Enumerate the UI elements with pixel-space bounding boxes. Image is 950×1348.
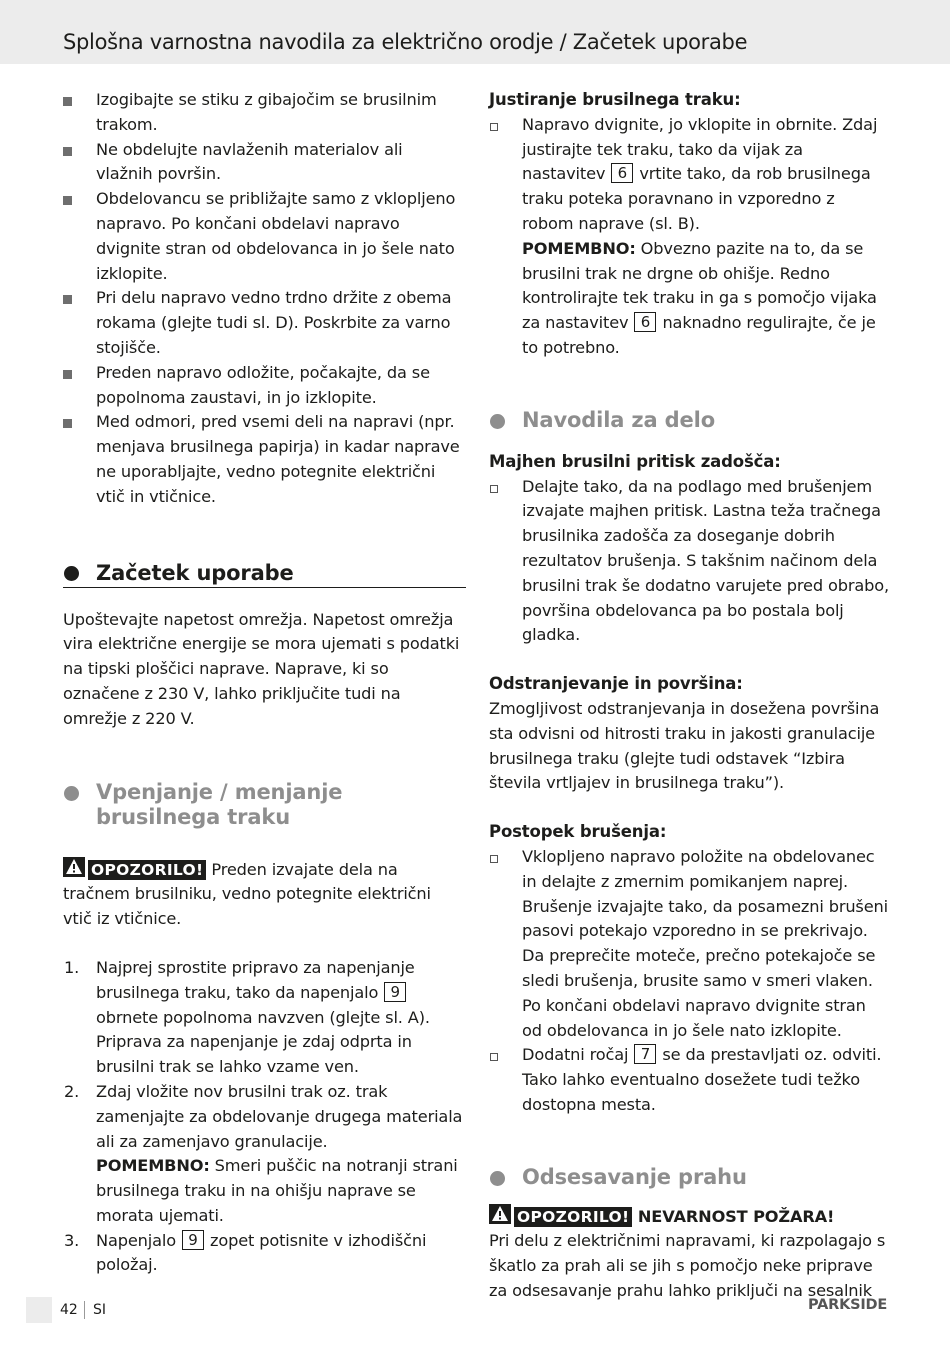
bullet-dot-icon: [490, 414, 505, 429]
section-heading-start: [63, 560, 463, 586]
right-column: [489, 88, 889, 1304]
safety-bullet-text: Preden napravo odložite, počakajte, da se popolnoma zaustavi, in jo izklopite.: [96, 362, 430, 407]
language-code: SI: [93, 1302, 107, 1318]
step-text: zopet potisnite v izhodiščni položaj.: [96, 1230, 427, 1275]
step-text: Najprej sprostite pripravo za napenjanje brusilnega traku, tako da napenjalo: [96, 957, 415, 1002]
pressure-item: [489, 475, 889, 649]
bullet-dot-icon: [490, 1171, 505, 1186]
page-title: Splošna varnostna navodila za električno orodje / Začetek uporabe: [63, 30, 748, 54]
page-header: [0, 0, 950, 64]
section-heading-tension-line1: Vpenjanje / menjanje: [96, 779, 343, 804]
step-text: Napenjalo: [96, 1230, 181, 1250]
step-text: Smeri puščic na notranji strani brusilnega traku in na ohišju naprave se morata ujemati.: [96, 1156, 458, 1225]
square-bullet-icon: [63, 419, 72, 428]
page-number: 42: [60, 1302, 78, 1318]
section-heading-work: [489, 408, 889, 433]
step-item: [63, 1229, 463, 1279]
square-bullet-icon: [63, 370, 72, 379]
reference-number: 6: [634, 312, 656, 332]
section-heading-dust: [489, 1165, 889, 1190]
footer-divider: [84, 1301, 85, 1319]
square-bullet-icon: [63, 97, 72, 106]
procedure-item: [489, 1043, 889, 1117]
start-paragraph: Upoštevajte napetost omrežja. Napetost omrežja vira električne energije se mora ujemati s podatki na tipski ploščici naprave. Naprave, ki so označene z 230 V, lahko priključite tudi na omrežje z 220 V.: [63, 609, 460, 728]
removal-text: Zmogljivost odstranjevanja in dosežena površina sta odvisni od hitrosti traku in jakosti granulacije brusilnega traku (glejte tudi odstavek “Izbira števila vrtljajev in brusilnega traku”).: [489, 698, 880, 793]
fire-hazard-label: NEVARNOST POŽARA!: [632, 1206, 835, 1226]
reference-number: 7: [634, 1044, 656, 1064]
reference-number: 6: [611, 163, 633, 183]
adjust-heading: Justiranje brusilnega traku:: [489, 90, 741, 109]
safety-bullet-item: [63, 88, 463, 138]
adjust-text: Obvezno pazite na to, da se brusilni trak ne drgne ob ohišje. Redno kontrolirajte tek traku in ga s pomočjo vijaka za nastavitev: [522, 238, 877, 333]
square-bullet-icon: [63, 196, 72, 205]
warning-paragraph: [63, 857, 463, 932]
section-heading-tension: [63, 780, 463, 830]
warning-label: OPOZORILO!: [88, 860, 206, 880]
important-label: POMEMBNO:: [522, 238, 636, 258]
footer-marker: [26, 1297, 52, 1323]
bullet-dot-icon: [64, 566, 79, 581]
square-bullet-icon: [63, 147, 72, 156]
heading-underline: [63, 587, 466, 588]
pressure-heading: Majhen brusilni pritisk zadošča:: [489, 451, 781, 471]
warning-triangle-icon: [489, 1204, 511, 1224]
safety-bullet-list: [63, 88, 463, 510]
checkbox-bullet-icon: [490, 855, 498, 863]
adjust-text: Napravo dvignite, jo vklopite in obrnite. Zdaj justirajte tek traku, tako da vijak za nastavitev: [522, 114, 878, 184]
section-heading-work-text: Navodila za delo: [522, 407, 715, 432]
important-label: POMEMBNO:: [96, 1156, 210, 1176]
adjust-item: [489, 113, 889, 361]
section-heading-start-text: Začetek uporabe: [96, 560, 294, 585]
step-number: 3.: [64, 1230, 80, 1250]
dust-text: Pri delu z električnimi napravami, ki razpolagajo s škatlo za prah ali se jih s pomočjo neke priprave za odsesavanje prahu lahko priključi na sesalnik: [489, 1231, 886, 1301]
adjust-text: vrtite tako, da rob brusilnega traku poteka poravnano in vzporedno z robom naprave (sl. B).: [522, 164, 871, 233]
warning-label: OPOZORILO!: [514, 1207, 632, 1227]
safety-bullet-item: [63, 361, 463, 411]
safety-bullet-item: [63, 187, 463, 286]
square-bullet-icon: [63, 295, 72, 304]
adjust-text: naknadno regulirajte, če je to potrebno.: [522, 313, 876, 357]
section-heading-dust-text: Odsesavanje prahu: [522, 1164, 747, 1189]
safety-bullet-item: [63, 286, 463, 360]
safety-bullet-text: Med odmori, pred vsemi deli na napravi (npr. menjava brusilnega papirja) in kadar naprave ne uporabljajte, vedno potegnite električni vtič in vtičnice.: [96, 412, 460, 506]
step-text: obrnete popolnoma navzven (glejte sl. A). Priprava za napenjanje je zdaj odprta in brusilni trak se lahko vzame ven.: [96, 1007, 430, 1077]
reference-number: 9: [384, 982, 406, 1002]
safety-bullet-text: Izogibajte se stiku z gibajočim se brusilnim trakom.: [96, 90, 437, 134]
step-item: [63, 1080, 463, 1229]
checkbox-bullet-icon: [490, 123, 498, 131]
procedure-text: Dodatni ročaj: [522, 1045, 634, 1065]
procedure-heading: Postopek brušenja:: [489, 822, 667, 842]
dust-warning-line: [489, 1204, 889, 1230]
step-text: Zdaj vložite nov brusilni trak oz. trak zamenjajte za obdelovanje drugega materiala ali za zamenjavo granulacije.: [96, 1081, 463, 1151]
section-heading-tension-line2: brusilnega traku: [96, 804, 291, 829]
warning-triangle-icon: [63, 857, 85, 877]
step-number: 1.: [64, 957, 80, 977]
bullet-dot-icon: [64, 786, 79, 801]
safety-bullet-item: [63, 410, 463, 509]
warning-text: Preden izvajate dela na tračnem brusilniku, vedno potegnite električni vtič iz vtičnice.: [63, 859, 431, 929]
procedure-text: se da prestavljati oz. odviti. Tako lahko eventualno dosežete tudi težko dostopna mesta.: [522, 1045, 882, 1114]
procedure-item: [489, 845, 889, 1043]
step-item: [63, 956, 463, 1080]
step-number: 2.: [64, 1081, 80, 1101]
safety-bullet-text: Ne obdelujte navlaženih materialov ali vlažnih površin.: [96, 139, 403, 184]
removal-heading: Odstranjevanje in površina:: [489, 674, 743, 694]
safety-bullet-text: Pri delu napravo vedno trdno držite z obema rokama (glejte tudi sl. D). Poskrbite za varno stojišče.: [96, 288, 452, 357]
checkbox-bullet-icon: [490, 485, 498, 493]
safety-bullet-item: [63, 138, 463, 188]
brand-logo: PARKSIDE: [808, 1297, 888, 1313]
reference-number: 9: [182, 1230, 204, 1250]
safety-bullet-text: Obdelovancu se približajte samo z vklopljeno napravo. Po končani obdelavi napravo dvignite stran od obdelovanca in jo šele nato izklopite.: [96, 189, 456, 283]
checkbox-bullet-icon: [490, 1053, 498, 1061]
procedure-text: Vklopljeno napravo položite na obdelovanec in delajte z zmernim pomikanjem naprej. Brušenje izvajajte tako, da posamezni brušeni pasovi potekajo vzporedno in se prekrivajo. Da preprečite moteče, prečno potekajoče se sledi brušenja, brusite samo v smeri vlaken. Po končani obdelavi napravo dvignite stran od obdelovanca in jo šele nato izklopite.: [522, 846, 888, 1040]
pressure-text: Delajte tako, da na podlago med brušenjem izvajate majhen pritisk. Lastna teža tračnega brusilnika zadošča za doseganje dobrih rezultatov brušenja. S takšnim načinom dela brusilni trak še dodatno varujete pred obrabo, površina obdelovanca pa bo postala bolj gladka.: [522, 476, 889, 645]
left-column: [63, 88, 463, 1278]
